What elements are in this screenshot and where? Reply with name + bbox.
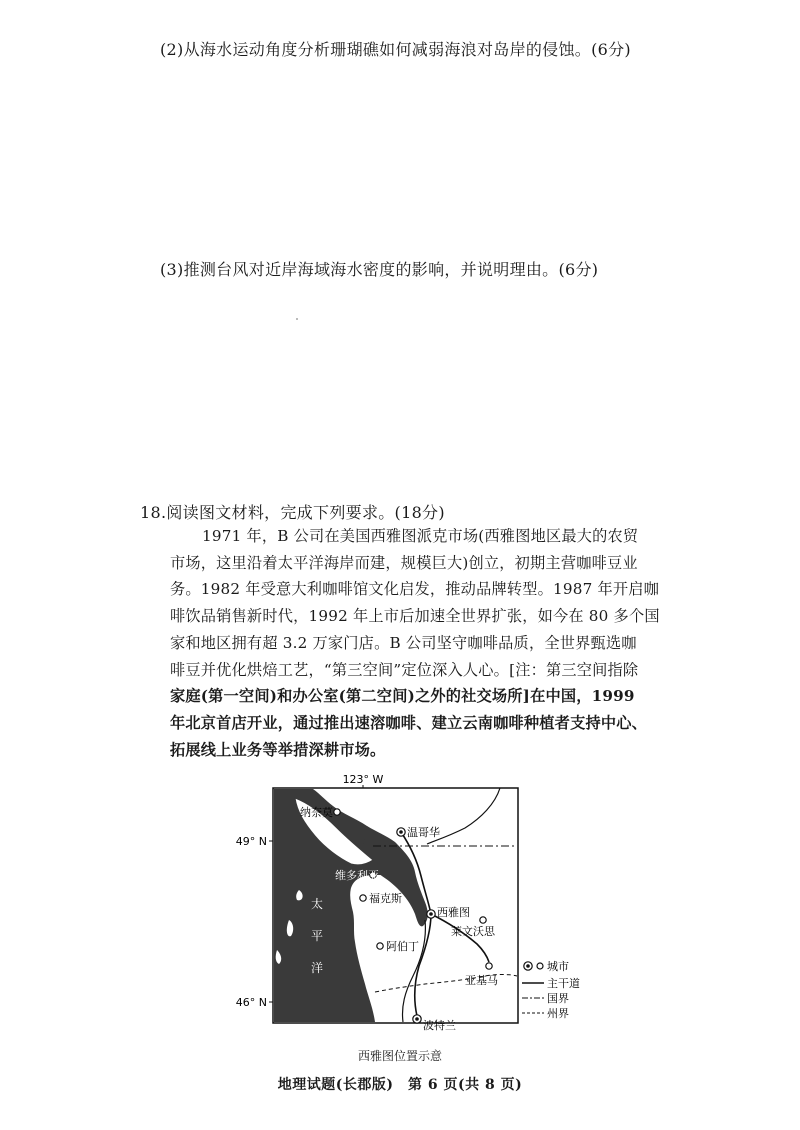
svg-text:纳奈莫: 纳奈莫 bbox=[300, 806, 333, 819]
passage-line: 1971 年，B 公司在美国西雅图派克市场(西雅图地区最大的农贸 bbox=[202, 527, 639, 545]
question-3: (3)推测台风对近岸海域海水密度的影响，并说明理由。(6分) bbox=[160, 260, 599, 279]
svg-text:福克斯: 福克斯 bbox=[369, 892, 402, 905]
map-caption: 西雅图位置示意 bbox=[357, 1049, 442, 1063]
passage-line: 家庭(第一空间)和办公室(第二空间)之外的社交场所]在中国，1999 bbox=[170, 687, 635, 706]
passage-line: 务。1982 年受意大利咖啡馆文化启发，推动品牌转型。1987 年开启咖 bbox=[170, 580, 660, 599]
legend-city-icon bbox=[537, 963, 543, 969]
latitude-label: 49° N bbox=[235, 835, 267, 848]
passage-line: 市场，这里沿着太平洋海岸而建，规模巨大)创立，初期主营咖啡豆业 bbox=[170, 553, 638, 572]
reading-passage bbox=[170, 523, 670, 763]
ocean-label: 平 bbox=[311, 929, 324, 943]
legend-city-label: 城市 bbox=[547, 960, 569, 973]
svg-text:西雅图: 西雅图 bbox=[437, 906, 470, 919]
legend-national-border-label: 国界 bbox=[547, 992, 569, 1005]
question-2: (2)从海水运动角度分析珊瑚礁如何减弱海浪对岛岸的侵蚀。(6分) bbox=[160, 40, 631, 59]
passage-line: 家和地区拥有超 3.2 万家门店。B 公司坚守咖啡品质，全世界甄选咖 bbox=[170, 633, 637, 652]
passage-line: 啡饮品销售新时代，1992 年上市后加速全世界扩张，如今在 80 多个国 bbox=[170, 607, 660, 626]
svg-text:阿伯丁: 阿伯丁 bbox=[386, 940, 419, 953]
svg-text:莱文沃思: 莱文沃思 bbox=[451, 925, 495, 938]
city-victoria bbox=[335, 868, 379, 882]
legend-road-label: 主干道 bbox=[547, 977, 580, 990]
svg-text:亚基马: 亚基马 bbox=[465, 974, 498, 987]
map-legend bbox=[522, 960, 580, 1020]
stray-mark bbox=[296, 318, 298, 320]
svg-text:温哥华: 温哥华 bbox=[407, 826, 440, 839]
ocean-label: 洋 bbox=[311, 961, 324, 975]
question-18: 18.阅读图文材料，完成下列要求。(18分) bbox=[140, 503, 445, 522]
longitude-label: 123° W bbox=[342, 773, 384, 786]
svg-text:波特兰: 波特兰 bbox=[423, 1019, 456, 1032]
ocean-label: 太 bbox=[311, 897, 324, 911]
passage-line: 年北京首店开业，通过推出速溶咖啡、建立云南咖啡种植者支持中心、 bbox=[170, 713, 648, 732]
legend-state-border-label: 州界 bbox=[547, 1007, 569, 1020]
seattle-location-map bbox=[225, 770, 595, 1045]
latitude-label: 46° N bbox=[235, 996, 267, 1009]
svg-text:维多利亚: 维多利亚 bbox=[335, 869, 379, 882]
page-footer: 地理试题(长郡版) 第 6 页(共 8 页) bbox=[277, 1077, 523, 1093]
passage-line: 拓展线上业务等举措深耕市场。 bbox=[170, 740, 386, 759]
passage-line: 啡豆并优化烘焙工艺，“第三空间”定位深入人心。[注：第三空间指除 bbox=[170, 660, 639, 679]
